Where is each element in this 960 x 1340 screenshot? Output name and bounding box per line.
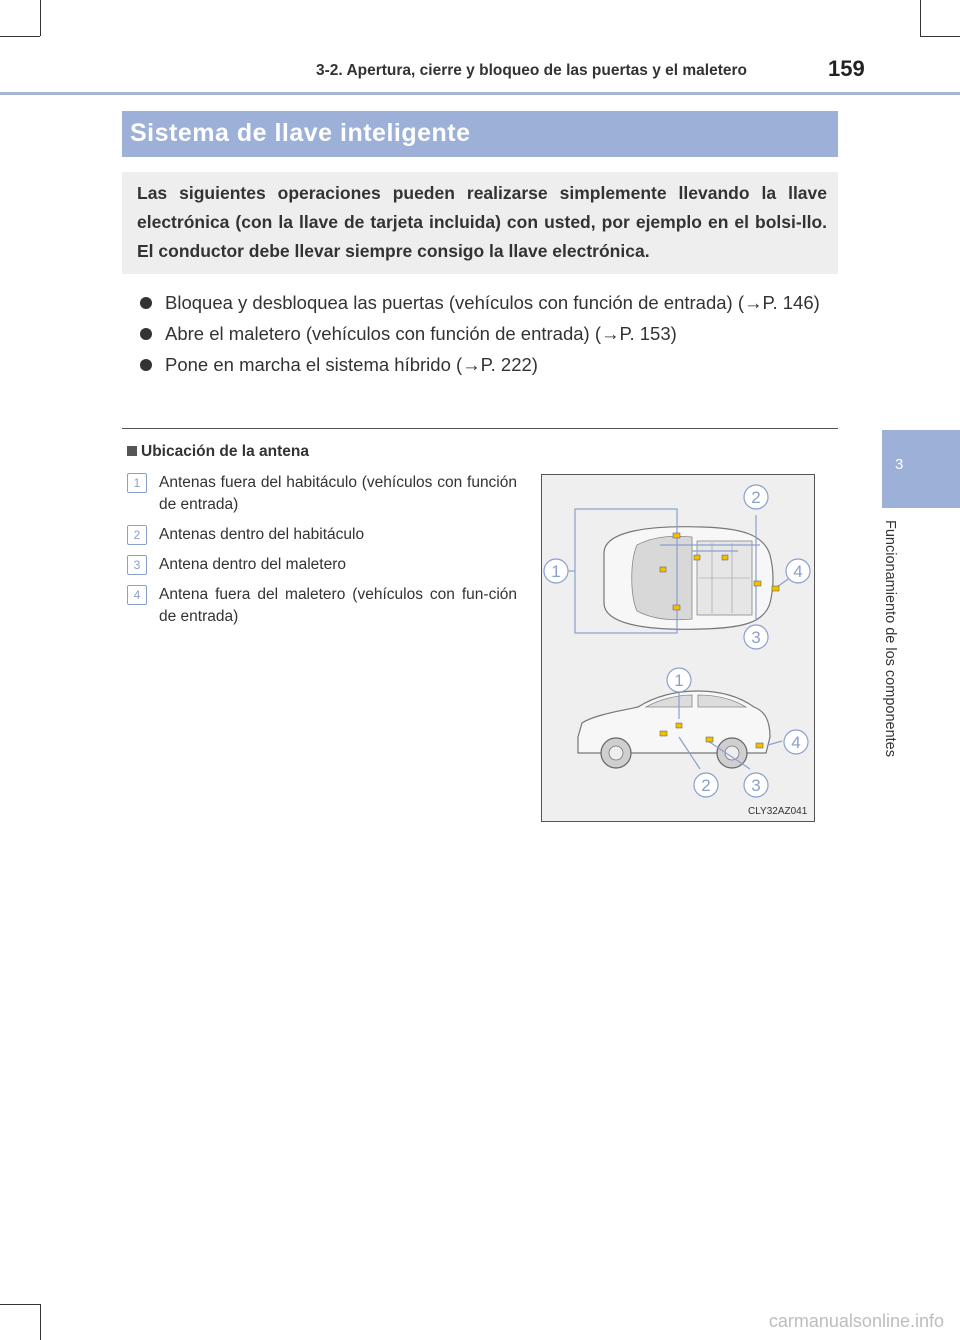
section-title-bar: [122, 111, 838, 157]
chapter-tab-number: 3: [895, 456, 904, 473]
chapter-tab: [882, 430, 960, 508]
square-icon: [127, 446, 137, 456]
callout-label: 3: [751, 776, 761, 795]
crop-mark: [40, 1304, 41, 1340]
watermark: carmanualsonline.info: [768, 1311, 944, 1331]
bullet-text: Bloquea y desbloquea las puertas (vehículos con función de entrada) (→P. 146): [165, 292, 820, 313]
callout-label: 2: [701, 776, 711, 795]
item-text: Antenas fuera del habitáculo (vehículos con función de entrada): [159, 474, 517, 513]
section-divider: [122, 428, 838, 429]
list-item: [127, 524, 517, 546]
section-title: Sistema de llave inteligente: [130, 119, 471, 147]
list-item: [127, 584, 517, 628]
crop-mark: [0, 1304, 40, 1305]
callout-label: 2: [751, 488, 761, 507]
car-top-view-icon: [604, 527, 773, 630]
crop-mark: [920, 0, 921, 36]
antenna-list: [127, 472, 517, 636]
antenna-heading: [127, 443, 309, 461]
bullet-text: Pone en marcha el sistema híbrido (→P. 222): [165, 354, 538, 375]
chapter-title: 3-2. Apertura, cierre y bloqueo de las puertas y el maletero: [316, 62, 748, 79]
item-text: Antena dentro del maletero: [159, 556, 346, 573]
crop-mark: [920, 36, 960, 37]
callout-number: 3: [127, 555, 147, 575]
callout-number: 4: [127, 585, 147, 605]
bullet-icon: [140, 328, 152, 340]
list-item: [140, 350, 830, 379]
chapter-side-label: [882, 520, 914, 810]
callout-number: 2: [127, 525, 147, 545]
callout-label: 1: [551, 562, 561, 581]
car-diagram: [542, 475, 814, 821]
list-item: [127, 472, 517, 516]
figure-code: CLY32AZ041: [748, 806, 808, 817]
item-text: Antena fuera del maletero (vehículos con fun-ción de entrada): [159, 586, 517, 625]
callout-label: 4: [793, 562, 803, 581]
bullet-text: Abre el maletero (vehículos con función de entrada) (→P. 153): [165, 323, 677, 344]
antenna-figure: [541, 474, 815, 822]
feature-list: [140, 288, 830, 381]
crop-mark: [40, 0, 41, 36]
callout-label: 4: [791, 733, 801, 752]
intro-text: Las siguientes operaciones pueden realizarse simplemente llevando la llave electrónica (con la llave de tarjeta incluida) con usted, por ejemplo en el bolsi-llo. El conductor debe llevar siempre consigo la llave electrónica.: [137, 183, 827, 261]
bullet-icon: [140, 297, 152, 309]
car-side-view-icon: [578, 691, 770, 768]
intro-box: [122, 172, 838, 274]
list-item: [140, 288, 830, 317]
crop-mark: [0, 36, 40, 37]
callout-label: 1: [674, 671, 684, 690]
header-rule: [0, 92, 960, 95]
callout-label: 3: [751, 628, 761, 647]
item-text: Antenas dentro del habitáculo: [159, 526, 365, 543]
bullet-icon: [140, 359, 152, 371]
list-item: [140, 319, 830, 348]
list-item: [127, 554, 517, 576]
callout-number: 1: [127, 473, 147, 493]
chapter-side-label-text: Funcionamiento de los componentes: [882, 520, 898, 757]
antenna-heading-text: Ubicación de la antena: [141, 443, 309, 460]
page-number: 159: [828, 56, 865, 81]
